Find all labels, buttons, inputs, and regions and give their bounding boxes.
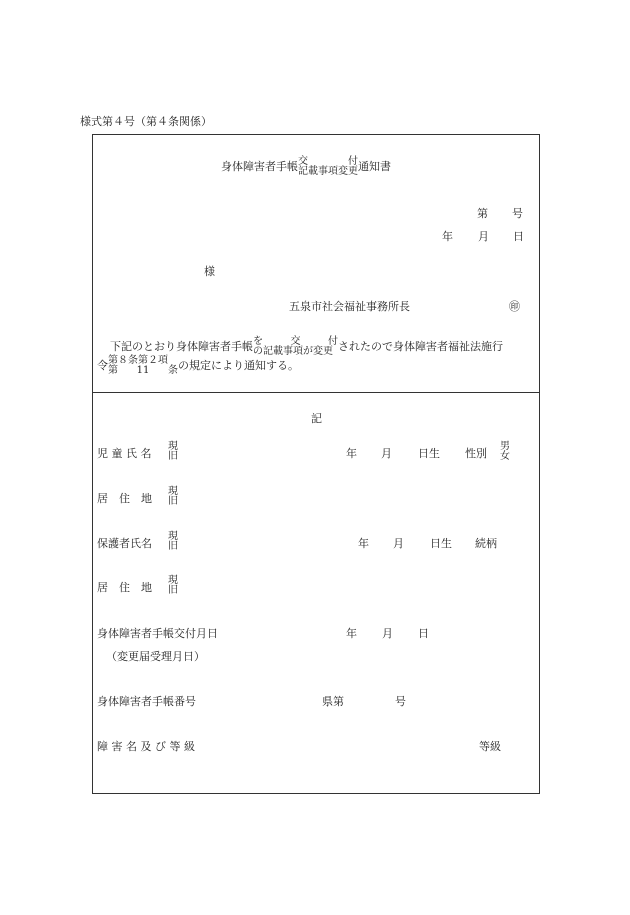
- sex-label: 性別: [465, 447, 487, 460]
- handbook-number-label: 身体障害者手帳番号: [97, 695, 196, 708]
- notice-no-kisai: の記載事項が: [253, 346, 313, 357]
- document-title: [221, 157, 391, 177]
- article-lower-c: 条: [167, 365, 178, 376]
- date-month: 月: [478, 230, 489, 243]
- doc-dai: 第: [477, 207, 488, 220]
- issue-year: 年: [346, 627, 357, 640]
- prefecture-dai: 県第: [322, 695, 344, 708]
- date-day: 日: [513, 230, 524, 243]
- female-option: 女: [500, 451, 510, 462]
- ki-heading: 記: [311, 412, 322, 425]
- article-stack: [108, 356, 178, 376]
- issue-date-label: 身体障害者手帳交付月日: [97, 627, 218, 640]
- notice-part-1: 下記のとおり身体障害者手帳: [110, 340, 253, 353]
- guardian-residence-label: 居 住 地: [97, 581, 152, 594]
- child-residence-stack: [168, 487, 178, 507]
- title-lower: 記載事項変更: [298, 166, 358, 177]
- seal-mark: ㊞: [509, 300, 520, 313]
- guardian-residence-stack: [168, 576, 178, 596]
- notice-part-2: されたので身体障害者福祉法施行: [338, 340, 503, 353]
- child-residence-label: 居 住 地: [97, 492, 152, 505]
- doc-go: 号: [512, 207, 523, 220]
- notice-henkou: 変更: [313, 346, 333, 357]
- current-mark: 現: [168, 441, 178, 452]
- notice-part-3: の規定により通知する。: [178, 359, 299, 372]
- notice-ko: 交: [290, 336, 301, 347]
- article-lower-a: 第: [108, 365, 118, 376]
- title-upper-b: 付: [348, 156, 358, 167]
- former-mark: 旧: [168, 451, 178, 462]
- article-upper: 第８条第２項: [108, 355, 168, 366]
- notice-line-1: [110, 337, 503, 357]
- recipient-sama: 様: [204, 265, 215, 278]
- male-option: 男: [500, 441, 510, 452]
- current-mark: 現: [168, 531, 178, 542]
- child-birth-year: 年: [346, 447, 357, 460]
- guardian-birth-day: 日生: [430, 537, 452, 550]
- guardian-name-stack: [168, 532, 178, 552]
- title-prefix: 身体障害者手帳: [221, 160, 298, 173]
- article-lower-b: 11: [136, 365, 150, 376]
- guardian-birth-year: 年: [358, 537, 369, 550]
- child-name-label: 児 童 氏 名: [97, 447, 152, 460]
- child-birth-day: 日生: [418, 447, 440, 460]
- notice-wo: を: [253, 336, 263, 347]
- form-number: 様式第４号（第４条関係）: [80, 115, 212, 128]
- former-mark: 旧: [168, 585, 178, 596]
- guardian-name-label: 保護者氏名: [97, 537, 152, 550]
- title-suffix: 通知書: [358, 160, 391, 173]
- former-mark: 旧: [168, 541, 178, 552]
- number-go: 号: [395, 695, 406, 708]
- issue-day: 日: [418, 627, 429, 640]
- relation-label: 続柄: [475, 537, 497, 550]
- sex-stack: [500, 442, 510, 462]
- disability-label: 障 害 名 及 び 等 級: [97, 740, 195, 753]
- child-birth-month: 月: [381, 447, 392, 460]
- notice-line-2: [97, 356, 299, 376]
- child-name-stack: [168, 442, 178, 462]
- change-receipt-note: （変更届受理月日）: [106, 650, 205, 663]
- notice-rei: 令: [97, 359, 108, 372]
- title-stack: [298, 157, 358, 177]
- issuer-name: 五泉市社会福祉事務所長: [289, 300, 410, 313]
- issue-month: 月: [382, 627, 393, 640]
- current-mark: 現: [168, 575, 178, 586]
- title-upper-a: 交: [298, 156, 308, 167]
- former-mark: 旧: [168, 496, 178, 507]
- date-year: 年: [442, 230, 453, 243]
- section-divider: [92, 392, 540, 393]
- grade-label: 等級: [479, 740, 501, 753]
- guardian-birth-month: 月: [393, 537, 404, 550]
- current-mark: 現: [168, 486, 178, 497]
- notice-fu: 付: [328, 336, 338, 347]
- notice-stack: [253, 337, 338, 357]
